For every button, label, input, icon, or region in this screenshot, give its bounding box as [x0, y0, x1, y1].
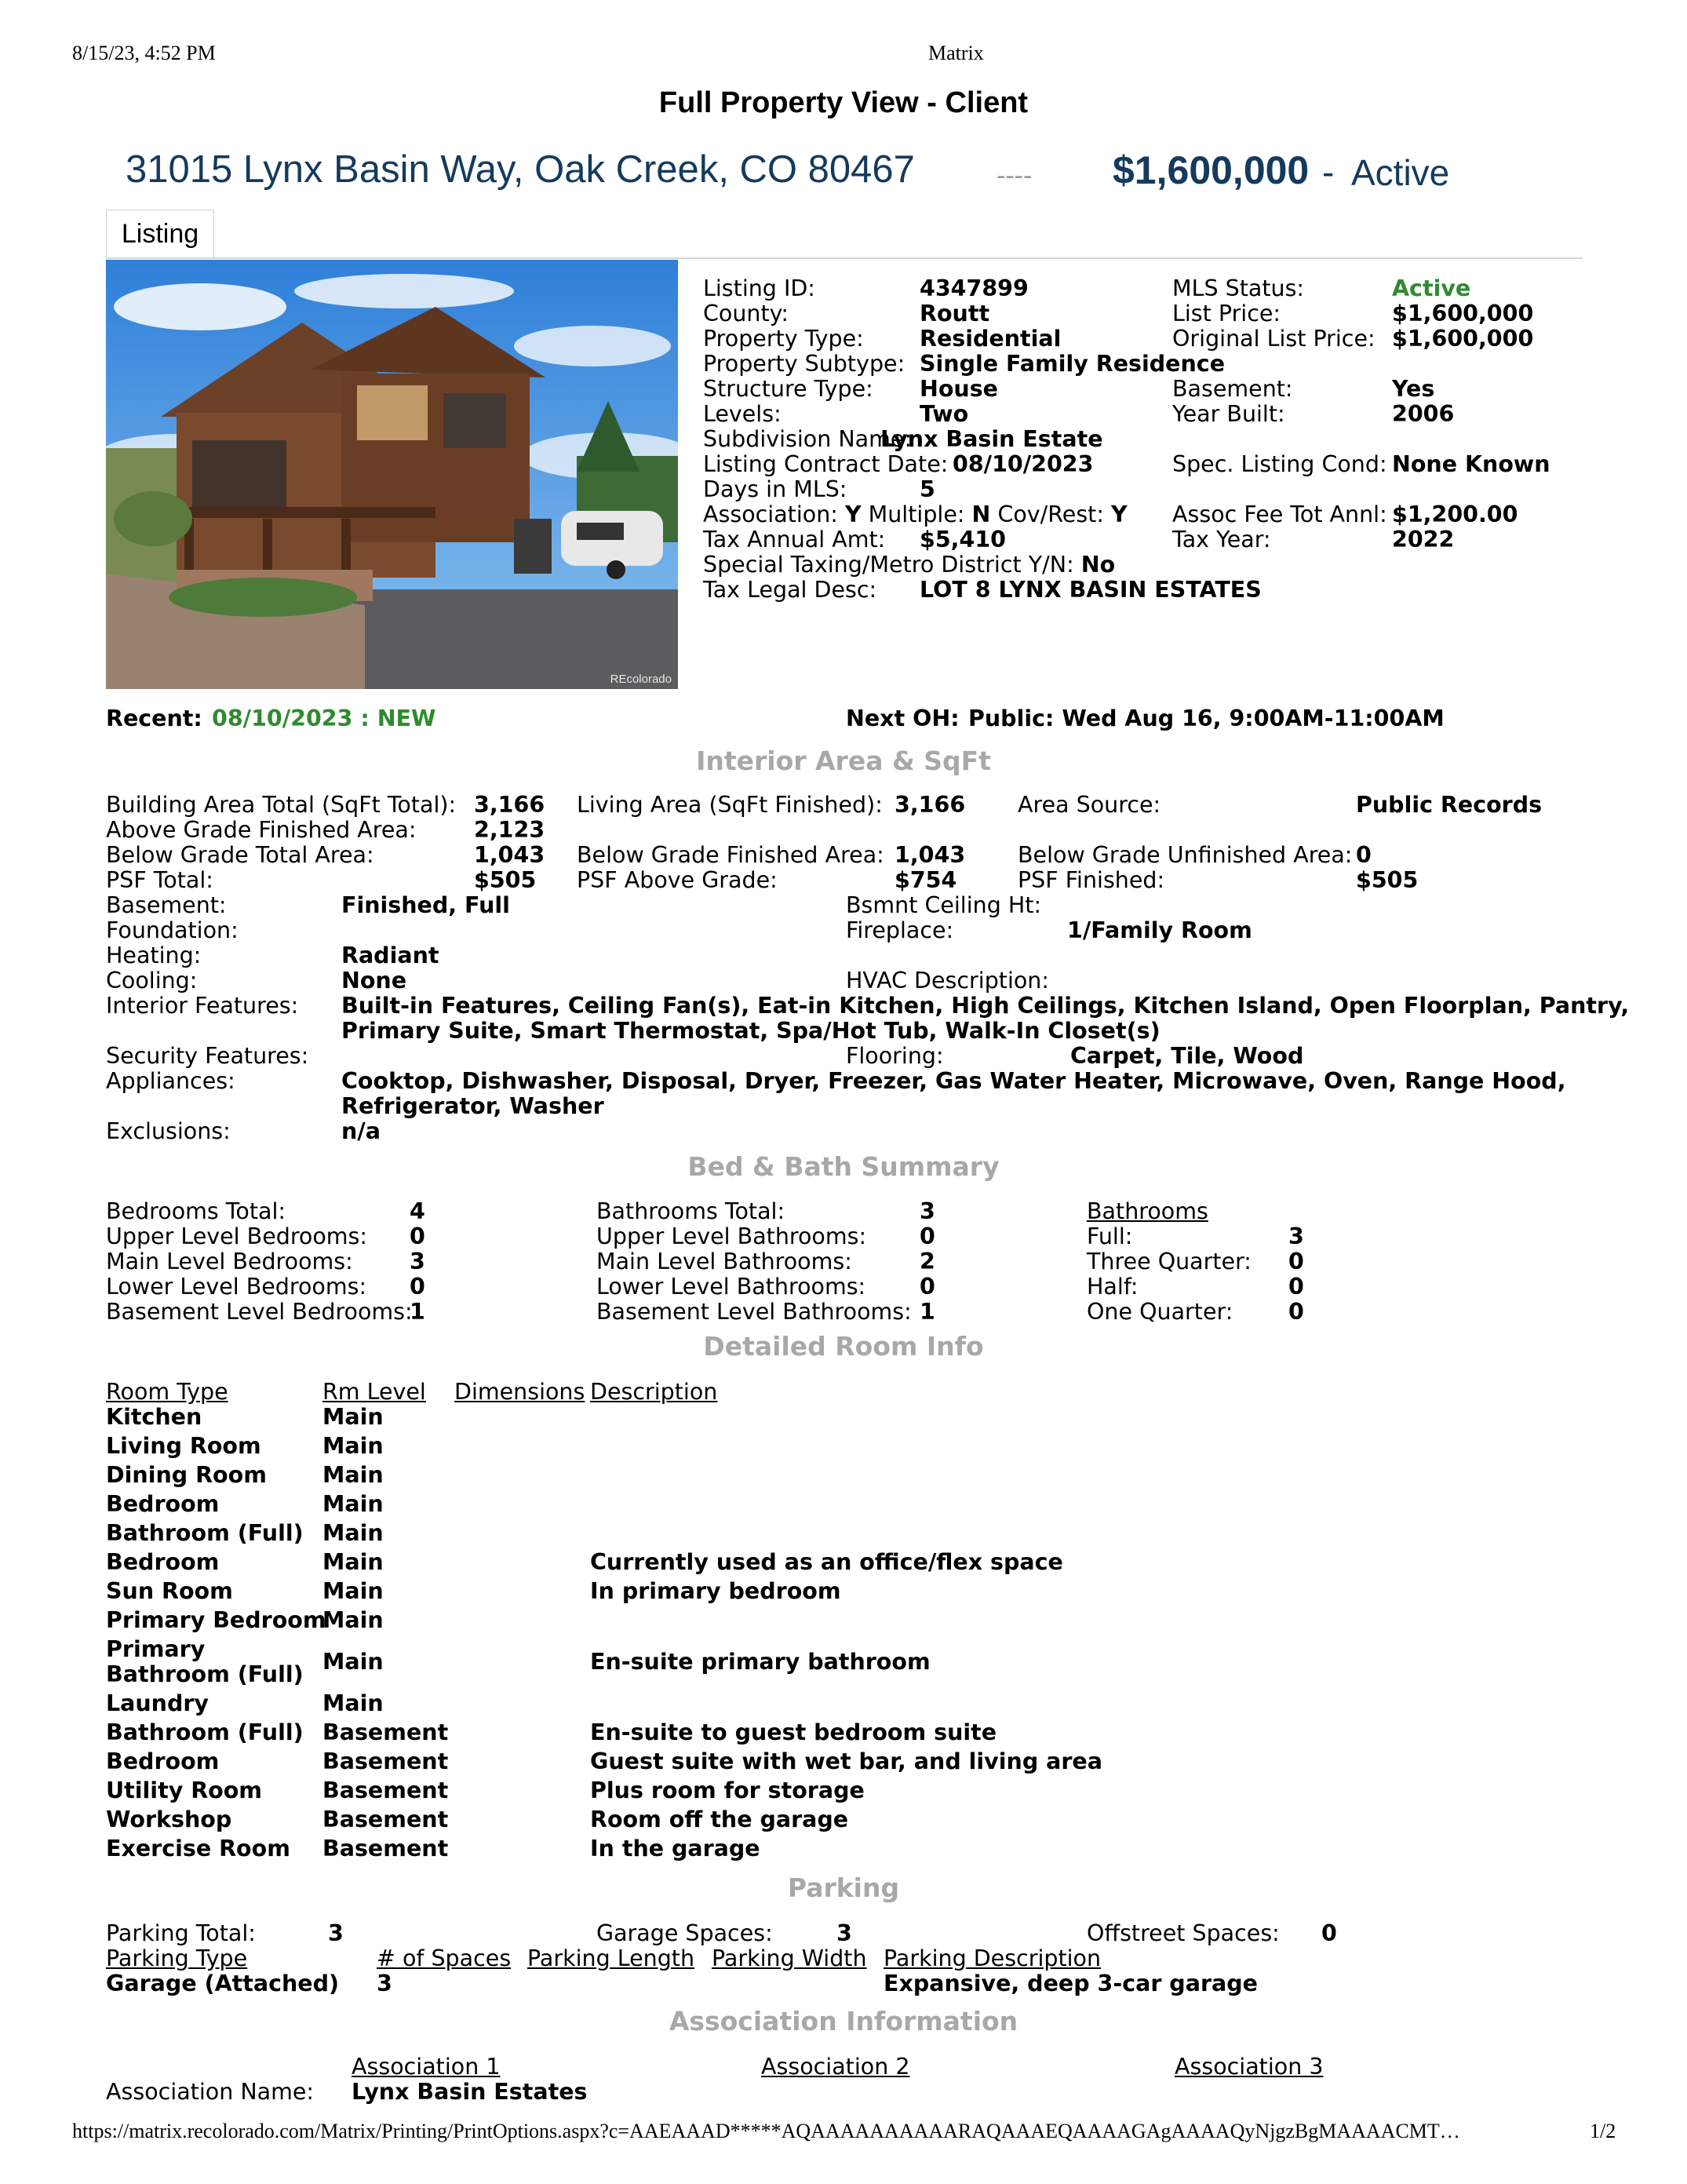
print-app-name: Matrix [928, 42, 984, 64]
property-type-label: Property Type: [703, 326, 864, 352]
header-status: Active [1351, 152, 1450, 193]
bed-value: 1 [410, 1299, 425, 1325]
association-name-label: Association Name: [106, 2079, 315, 2105]
print-page-number: 1/2 [1590, 2120, 1616, 2142]
room-description: Currently used as an office/flex space [590, 1549, 1063, 1575]
below-grade-finished: 1,043 [895, 842, 966, 868]
bed-label: Bedrooms Total: [106, 1198, 286, 1224]
bed-label: Main Level Bedrooms: [106, 1249, 353, 1274]
print-url[interactable]: https://matrix.recolorado.com/Matrix/Printing/PrintOptions.aspx?c=AAEAAAD*****AQAAAAAAAAAARAQAAAEQAAAAGAgAAAAQyNjgzBgMAAAACMT… [72, 2120, 1460, 2142]
days-in-mls-label: Days in MLS: [703, 476, 847, 502]
interior-basement-label: Basement: [106, 892, 227, 918]
bath-type-label: Half: [1087, 1274, 1139, 1300]
county-label: County: [703, 301, 789, 326]
appliances-label: Appliances: [106, 1068, 235, 1094]
bath-type-value: 3 [1288, 1223, 1304, 1249]
bed-label: Lower Level Bedrooms: [106, 1274, 367, 1300]
basement-label: Basement: [1172, 376, 1293, 402]
psf-finished-label: PSF Finished: [1018, 867, 1165, 893]
section-heading-association: Association Information [669, 2006, 1018, 2036]
assoc-fee-label: Assoc Fee Tot Annl: [1172, 501, 1387, 527]
tab-listing[interactable]: Listing [106, 210, 214, 257]
parking-description: Expansive, deep 3-car garage [884, 1971, 1258, 1996]
section-heading-rooms: Detailed Room Info [703, 1331, 984, 1362]
room-level: Basement [322, 1807, 449, 1832]
header-price: $1,600,000 [1113, 148, 1310, 192]
basement: Yes [1392, 376, 1435, 402]
room-type: Bathroom (Full) [106, 1520, 304, 1546]
room-description: In the garage [590, 1836, 760, 1861]
next-oh-label: Next OH: [846, 706, 960, 731]
room-type: Bathroom (Full) [106, 1719, 304, 1745]
subdivision: Lynx Basin Estate [880, 426, 1103, 452]
foundation-label: Foundation: [106, 917, 239, 943]
bath-type-value: 0 [1288, 1249, 1304, 1274]
spec-listing-cond: None Known [1392, 451, 1550, 477]
bath-value: 0 [920, 1274, 935, 1300]
interior-basement: Finished, Full [341, 892, 510, 918]
bed-value: 3 [410, 1249, 425, 1274]
bath-label: Upper Level Bathrooms: [596, 1223, 867, 1249]
room-level: Main [322, 1578, 384, 1604]
bed-value: 0 [410, 1223, 425, 1249]
bed-label: Basement Level Bedrooms: [106, 1299, 413, 1325]
heating-label: Heating: [106, 943, 202, 968]
spec-listing-cond-label: Spec. Listing Cond: [1172, 451, 1387, 477]
room-type: Exercise Room [106, 1836, 290, 1861]
list-price: $1,600,000 [1392, 301, 1534, 326]
offstreet-spaces: 0 [1321, 1920, 1337, 1946]
parking-type: Garage (Attached) [106, 1971, 340, 1996]
room-col-dimensions: Dimensions [454, 1379, 585, 1405]
parking-col-length: Parking Length [527, 1945, 695, 1971]
room-type: Kitchen [106, 1404, 202, 1430]
room-type: Bedroom [106, 1491, 220, 1517]
mls-status-label: MLS Status: [1172, 275, 1305, 301]
room-type: Dining Room [106, 1462, 267, 1488]
tax-annual: $5,410 [920, 527, 1006, 552]
room-description: Guest suite with wet bar, and living area [590, 1748, 1102, 1774]
bath-type-label: Three Quarter: [1087, 1249, 1252, 1274]
list-price-label: List Price: [1172, 301, 1281, 326]
room-description: Room off the garage [590, 1807, 849, 1832]
bath-value: 0 [920, 1223, 935, 1249]
association-col-3: Association 3 [1175, 2054, 1324, 2080]
parking-col-width: Parking Width [712, 1945, 867, 1971]
building-area-label: Building Area Total (SqFt Total): [106, 792, 457, 818]
area-source: Public Records [1356, 792, 1543, 818]
tax-year: 2022 [1392, 527, 1455, 552]
room-type: Laundry [106, 1690, 210, 1716]
property-subtype: Single Family Residence [920, 351, 1226, 377]
association-row [703, 502, 1128, 527]
tax-legal: LOT 8 LYNX BASIN ESTATES [920, 577, 1262, 603]
below-grade-unfinished-label: Below Grade Unfinished Area: [1018, 842, 1353, 868]
bath-label: Bathrooms Total: [596, 1198, 785, 1224]
room-level: Main [322, 1549, 384, 1575]
header-separator: ---- [997, 161, 1033, 191]
tax-year-label: Tax Year: [1172, 527, 1271, 552]
below-grade-finished-label: Below Grade Finished Area: [577, 842, 884, 868]
psf-total: $505 [474, 867, 537, 893]
association-col-1: Association 1 [352, 2054, 501, 2080]
property-photo [106, 260, 678, 689]
parking-col-spaces: # of Spaces [377, 1945, 512, 1971]
parking-spaces: 3 [377, 1971, 392, 1996]
bath-type-value: 0 [1288, 1299, 1304, 1325]
bathroom-types-heading: Bathrooms [1087, 1198, 1208, 1224]
tab-divider [106, 257, 1583, 259]
interior-features-line-2: Primary Suite, Smart Thermostat, Spa/Hot Tub, Walk-In Closet(s) [341, 1018, 1160, 1044]
appliances-line-1: Cooktop, Dishwasher, Disposal, Dryer, Freezer, Gas Water Heater, Microwave, Oven, Range Hood, [341, 1068, 1566, 1094]
parking-total-label: Parking Total: [106, 1920, 256, 1946]
room-level: Main [322, 1462, 384, 1488]
above-grade-label: Above Grade Finished Area: [106, 817, 417, 843]
original-list-price-label: Original List Price: [1172, 326, 1375, 352]
multiple-value: N [971, 501, 991, 527]
heating: Radiant [341, 943, 439, 968]
room-level: Main [322, 1690, 384, 1716]
psf-finished: $505 [1356, 867, 1419, 893]
association-label: Association: [703, 501, 838, 527]
room-col-type: Room Type [106, 1379, 228, 1405]
year-built-label: Year Built: [1172, 401, 1285, 427]
bath-type-label: One Quarter: [1087, 1299, 1233, 1325]
room-col-description: Description [590, 1379, 718, 1405]
room-level: Basement [322, 1836, 449, 1861]
security-label: Security Features: [106, 1043, 309, 1069]
interior-features-label: Interior Features: [106, 993, 299, 1019]
association-name: Lynx Basin Estates [352, 2079, 588, 2105]
property-type: Residential [920, 326, 1062, 352]
exclusions-label: Exclusions: [106, 1118, 231, 1144]
section-heading-interior: Interior Area & SqFt [696, 746, 991, 776]
recent-value: 08/10/2023 : NEW [212, 706, 436, 731]
parking-col-description: Parking Description [884, 1945, 1102, 1971]
offstreet-spaces-label: Offstreet Spaces: [1087, 1920, 1280, 1946]
listing-id: 4347899 [920, 275, 1029, 301]
room-col-level: Rm Level [322, 1379, 426, 1405]
bath-label: Lower Level Bathrooms: [596, 1274, 866, 1300]
bath-type-label: Full: [1087, 1223, 1133, 1249]
fireplace: 1/Family Room [1067, 917, 1252, 943]
appliances-line-2: Refrigerator, Washer [341, 1093, 604, 1119]
living-area: 3,166 [895, 792, 966, 818]
bath-label: Main Level Bathrooms: [596, 1249, 852, 1274]
property-address: 31015 Lynx Basin Way, Oak Creek, CO 80467 [126, 148, 915, 191]
structure-type: House [920, 376, 999, 402]
section-heading-parking: Parking [787, 1872, 900, 1903]
room-type: Primary Bedroom [106, 1607, 326, 1633]
room-type: Utility Room [106, 1777, 262, 1803]
bath-label: Basement Level Bathrooms: [596, 1299, 912, 1325]
area-source-label: Area Source: [1018, 792, 1161, 818]
room-type: Living Room [106, 1433, 261, 1459]
psf-above-grade-label: PSF Above Grade: [577, 867, 778, 893]
garage-spaces: 3 [836, 1920, 852, 1946]
cov-rest-label: Cov/Rest: [997, 501, 1104, 527]
association-value: Y [844, 501, 862, 527]
below-grade-total: 1,043 [474, 842, 545, 868]
room-type: Sun Room [106, 1578, 233, 1604]
fireplace-label: Fireplace: [846, 917, 954, 943]
room-type: Bedroom [106, 1748, 220, 1774]
year-built: 2006 [1392, 401, 1455, 427]
room-description: En-suite to guest bedroom suite [590, 1719, 997, 1745]
listing-contract-date-label: Listing Contract Date: [703, 451, 949, 477]
cov-rest-value: Y [1111, 501, 1128, 527]
garage-spaces-label: Garage Spaces: [596, 1920, 773, 1946]
room-level: Main [322, 1491, 384, 1517]
below-grade-unfinished: 0 [1356, 842, 1372, 868]
subdivision-label: Subdivision Name: [703, 426, 913, 452]
interior-features-line-1: Built-in Features, Ceiling Fan(s), Eat-in Kitchen, High Ceilings, Kitchen Island, Open Floorplan, Pantry, [341, 993, 1630, 1019]
hvac-label: HVAC Description: [846, 968, 1049, 994]
bed-value: 0 [410, 1274, 425, 1300]
property-subtype-label: Property Subtype: [703, 351, 905, 377]
building-area: 3,166 [474, 792, 545, 818]
room-level: Main [322, 1433, 384, 1459]
cooling: None [341, 968, 407, 994]
next-oh-value: Public: Wed Aug 16, 9:00AM-11:00AM [968, 706, 1445, 731]
exclusions: n/a [341, 1118, 381, 1144]
room-level: Basement [322, 1748, 449, 1774]
room-level: Basement [322, 1719, 449, 1745]
levels: Two [920, 401, 969, 427]
room-level: Main [322, 1520, 384, 1546]
room-level: Basement [322, 1777, 449, 1803]
room-level: Main [322, 1404, 384, 1430]
flooring-label: Flooring: [846, 1043, 944, 1069]
levels-label: Levels: [703, 401, 782, 427]
living-area-label: Living Area (SqFt Finished): [577, 792, 883, 818]
cooling-label: Cooling: [106, 968, 198, 994]
psf-above-grade: $754 [895, 867, 957, 893]
bath-type-value: 0 [1288, 1274, 1304, 1300]
room-type: Bedroom [106, 1549, 220, 1575]
bed-label: Upper Level Bedrooms: [106, 1223, 367, 1249]
page-title: Full Property View - Client [658, 86, 1029, 119]
print-timestamp: 8/15/23, 4:52 PM [72, 42, 216, 64]
original-list-price: $1,600,000 [1392, 326, 1534, 352]
room-description: Plus room for storage [590, 1777, 865, 1803]
mls-status: Active [1392, 275, 1471, 301]
tax-annual-label: Tax Annual Amt: [703, 527, 886, 552]
special-taxing-label: Special Taxing/Metro District Y/N: [703, 552, 1074, 578]
structure-type-label: Structure Type: [703, 376, 873, 402]
listing-id-label: Listing ID: [703, 275, 815, 301]
parking-col-type: Parking Type [106, 1945, 248, 1971]
parking-total: 3 [328, 1920, 344, 1946]
bath-value: 3 [920, 1198, 935, 1224]
flooring: Carpet, Tile, Wood [1070, 1043, 1304, 1069]
listing-contract-date: 08/10/2023 [953, 451, 1094, 477]
above-grade: 2,123 [474, 817, 545, 843]
multiple-label: Multiple: [868, 501, 965, 527]
county: Routt [920, 301, 990, 326]
room-description: In primary bedroom [590, 1578, 841, 1604]
section-heading-bed-bath: Bed & Bath Summary [687, 1151, 1000, 1182]
days-in-mls: 5 [920, 476, 935, 502]
room-type-continued: Bathroom (Full) [106, 1661, 304, 1687]
special-taxing-row [703, 552, 1115, 578]
association-col-2: Association 2 [761, 2054, 910, 2080]
tax-legal-label: Tax Legal Desc: [703, 577, 877, 603]
header-price-separator: - [1322, 151, 1335, 192]
bath-value: 1 [920, 1299, 935, 1325]
bath-value: 2 [920, 1249, 935, 1274]
bed-value: 4 [410, 1198, 425, 1224]
room-type: Primary [106, 1636, 206, 1662]
room-description: En-suite primary bathroom [590, 1649, 931, 1675]
psf-total-label: PSF Total: [106, 867, 213, 893]
room-level: Main [322, 1649, 384, 1675]
photo-watermark: REcolorado [610, 673, 672, 686]
below-grade-total-label: Below Grade Total Area: [106, 842, 374, 868]
recent-label: Recent: [106, 706, 202, 731]
room-type: Workshop [106, 1807, 232, 1832]
room-level: Main [322, 1607, 384, 1633]
bsmt-ceiling-label: Bsmnt Ceiling Ht: [846, 892, 1042, 918]
special-taxing: No [1080, 552, 1116, 578]
assoc-fee: $1,200.00 [1392, 501, 1518, 527]
